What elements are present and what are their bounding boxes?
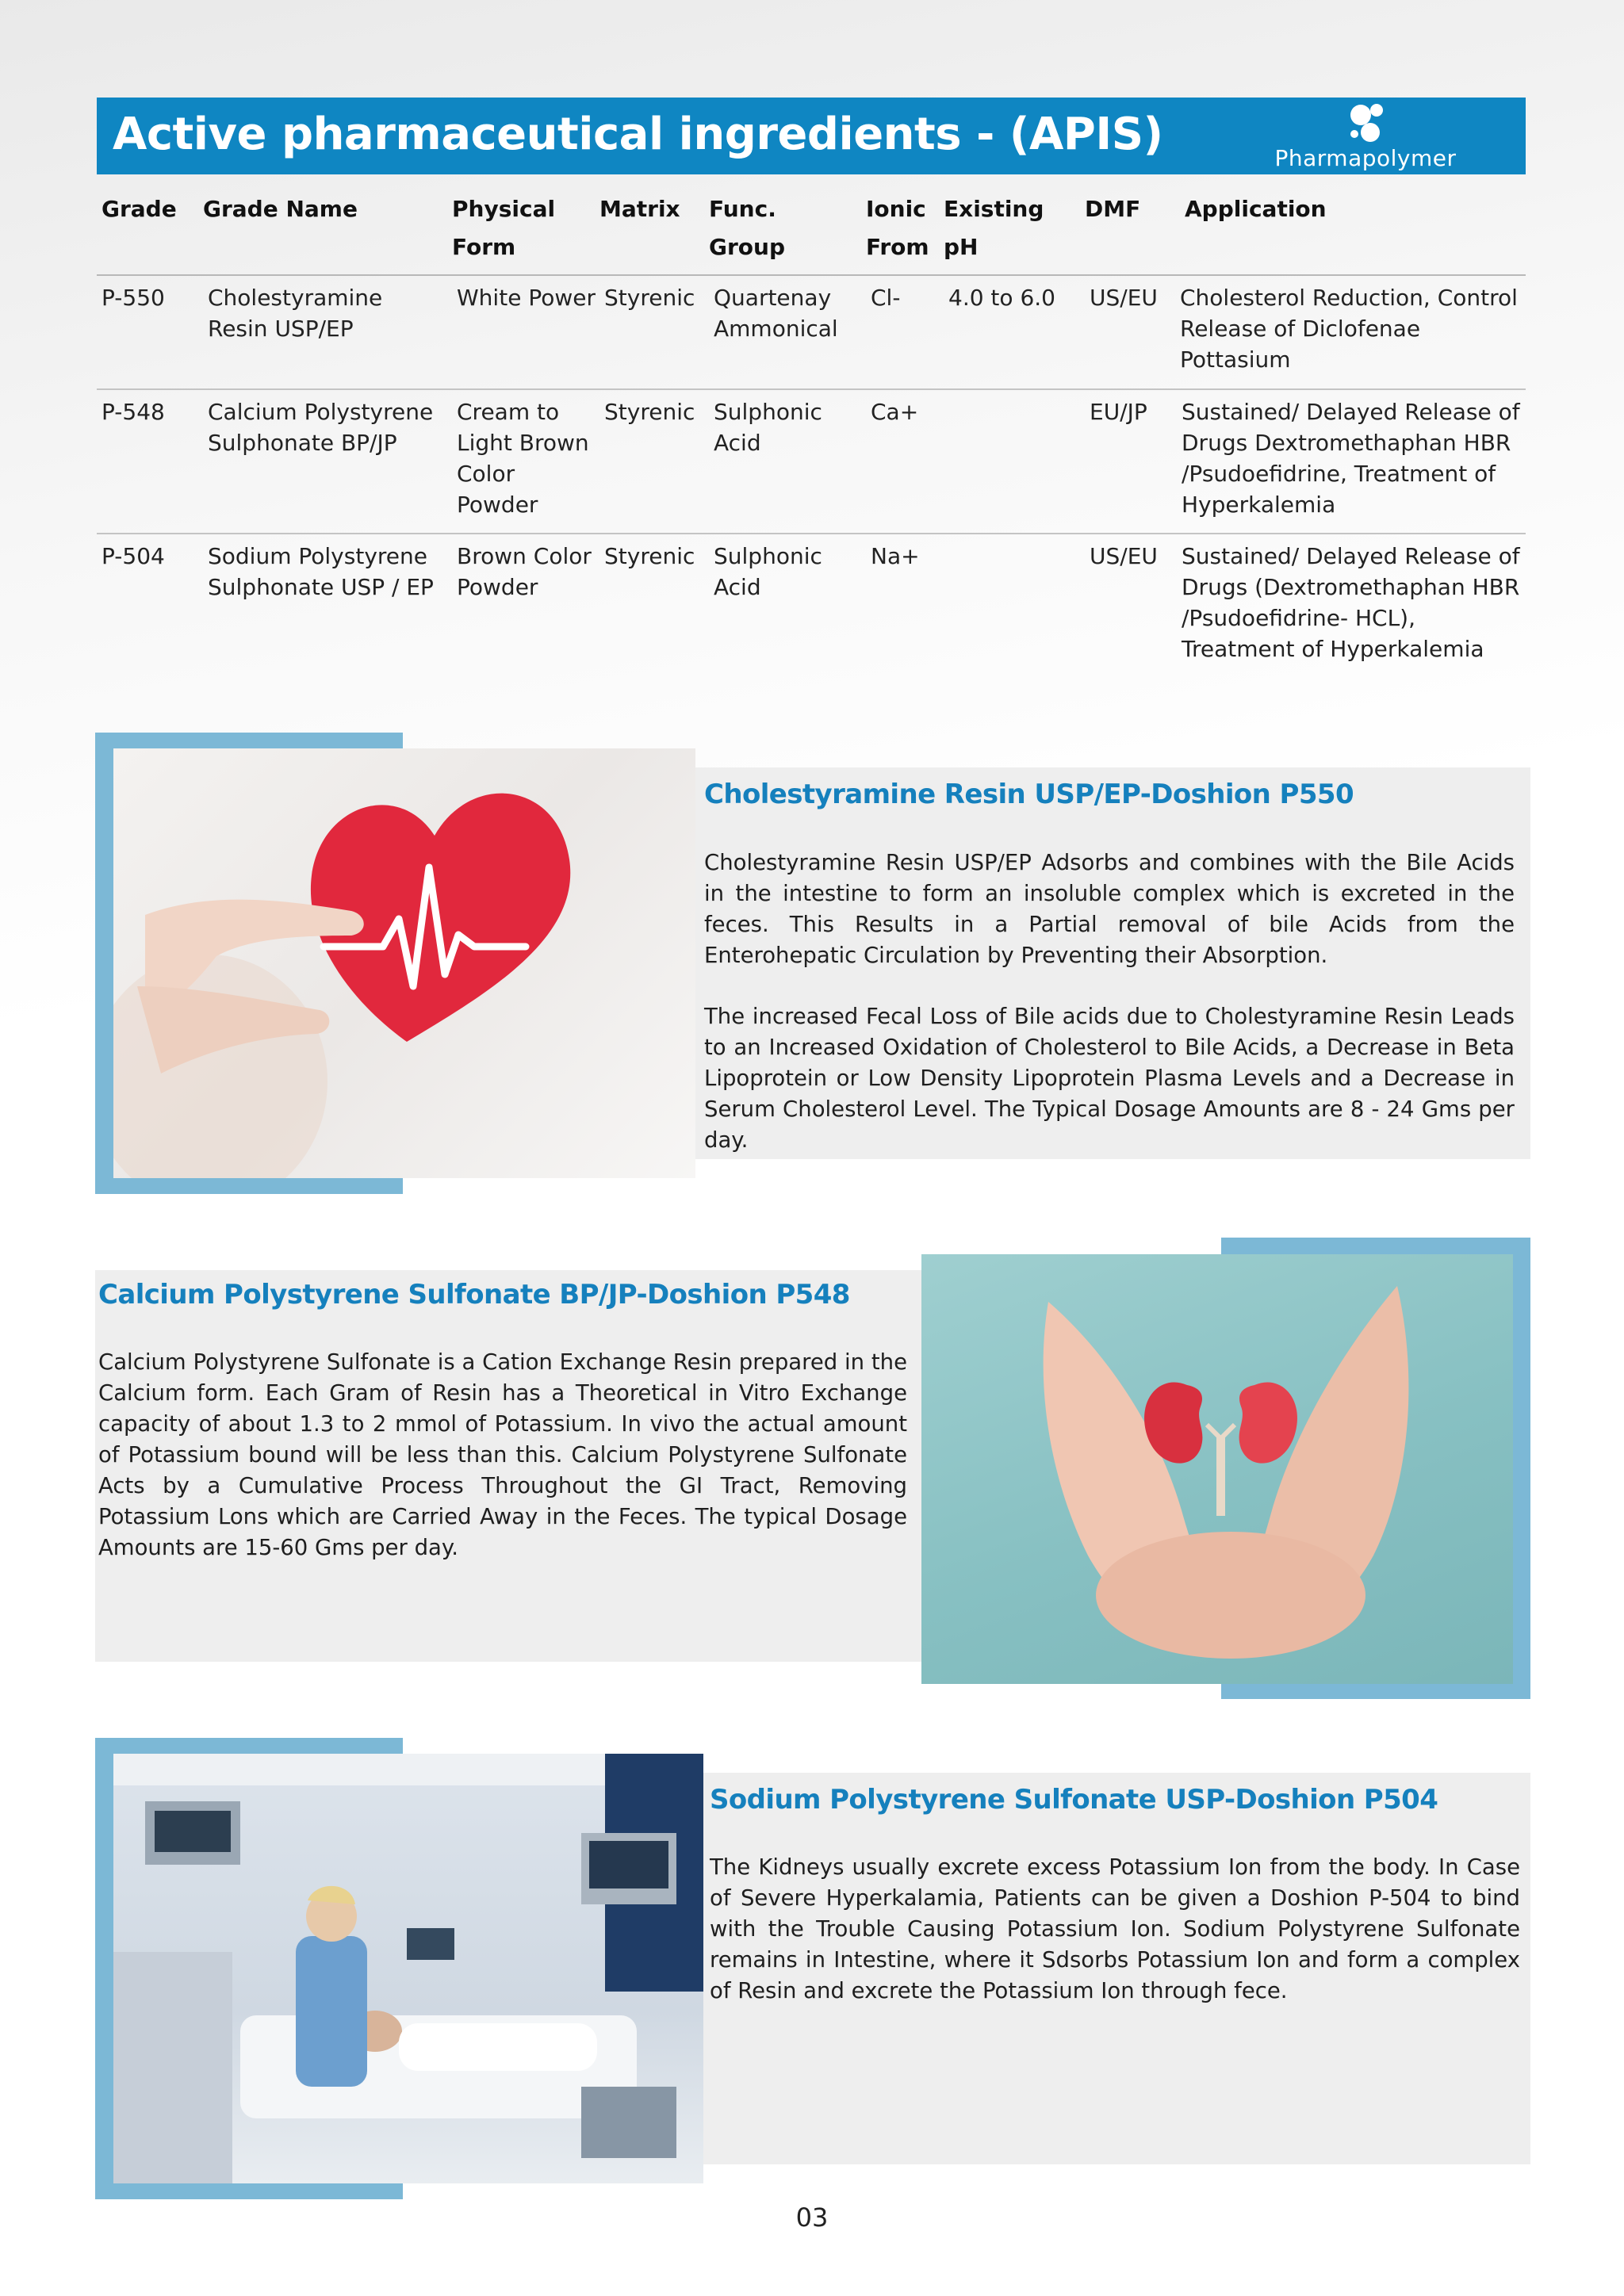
cell-ionic: Cl- [871,285,901,311]
cell-ionic: Na+ [871,543,920,569]
col-header-matrix: Matrix [599,196,680,222]
col-header-application: Application [1185,196,1327,222]
header-banner [97,98,1526,174]
cell-grade: P-550 [102,285,165,311]
section-title: Calcium Polystyrene Sulfonate BP/JP-Doshion P548 [98,1279,850,1311]
cell-application: Sustained/ Delayed Release of Drugs Dextromethaphan HBR /Psudoefidrine, Treatment of Hyperkalemia [1182,399,1520,518]
section-body: Cholestyramine Resin USP/EP Adsorbs and combines with the Bile Acids in the intestine to form an insoluble complex which is excreted in the feces. This Results in a Partial removal of bile Acids from the Enterohepatic Circulation by Preventing their Absorption. The increased Fecal Loss of Bile acids due to Cholestyramine Resin Leads to an Increased Oxidation of Cholesterol to Bile Acids, a Decrease in Beta Lipoprotein or Low Density Lipoprotein Plasma Levels and a Decrease in Serum Cholesterol Level. The Typical Dosage Amounts are 8 - 24 Gms per day. [704,850,1515,1153]
heart-icon [113,748,695,1178]
pharmapolymer-logo [1247,101,1484,172]
col-header-grade: Grade [102,196,177,222]
cell-ph: 4.0 to 6.0 [948,285,1055,311]
cell-application: Sustained/ Delayed Release of Drugs (Dextromethaphan HBR /Psudoefidrine- HCL), Treatment of Hyperkalemia [1182,543,1520,662]
cell-dmf: EU/JP [1090,399,1147,425]
kidney-hands-photo [921,1254,1513,1684]
cell-physical-form: Cream to Light Brown Color Powder [457,399,589,518]
section-title: Cholestyramine Resin USP/EP-Doshion P550 [704,779,1354,810]
cell-ionic: Ca+ [871,399,919,425]
cell-func-group: Sulphonic Acid [714,399,822,456]
section-title: Sodium Polystyrene Sulfonate USP-Doshion P504 [710,1784,1438,1816]
col-header-existing-ph: Existing pH [944,196,1044,260]
col-header-dmf: DMF [1085,196,1141,222]
cell-physical-form: White Power [457,285,596,311]
cell-func-group: Quartenay Ammonical [714,285,838,342]
api-grades-table [97,182,1526,693]
hospital-room-photo [113,1754,703,2183]
hospital-bed-icon [113,1754,703,2183]
cell-dmf: US/EU [1090,543,1158,569]
cell-grade: P-548 [102,399,165,425]
page-title: Active pharmaceutical ingredients - (APIS) [113,109,1163,160]
cell-func-group: Sulphonic Acid [714,543,822,600]
cell-grade-name: Calcium Polystyrene Sulphonate BP/JP [208,399,434,456]
table-header [97,182,1526,276]
col-header-func-group: Func. Group [709,196,786,260]
section-body: Calcium Polystyrene Sulfonate is a Cation Exchange Resin prepared in the Calcium form. Each Gram of Resin has a Theoretical in Vitro Exchange capacity of about 1.3 to 2 mmol of Potassium. In vivo the actual amount of Potassium bound will be less than this. Calcium Polystyrene Sulfonate Acts by a Cumulative Process Throughout the GI Tract, Removing Potassium Lons which are Carried Away in the Feces. The typical Dosage Amounts are 15-60 Gms per day. [98,1349,907,1560]
logo-text: Pharmapolymer [1274,145,1457,171]
cell-grade-name: Sodium Polystyrene Sulphonate USP / EP [208,543,434,600]
section-body: The Kidneys usually excrete excess Potassium Ion from the body. In Case of Severe Hyperkalamia, Patients can be given a Doshion P-504 to bind with the Trouble Causing Potassium Ion. Sodium Polystyrene Sulfonate remains in Intestine, where it Sdsorbs Potassium Ion and form a complex of Resin and excrete the Potassium Ion through fece. [710,1854,1520,2003]
cell-dmf: US/EU [1090,285,1158,311]
col-header-ionic-from: Ionic From [866,196,929,260]
page-number: 03 [795,2202,829,2233]
cell-physical-form: Brown Color Powder [457,543,592,600]
heart-hand-photo [113,748,695,1178]
col-header-grade-name: Grade Name [203,196,358,222]
cell-matrix: Styrenic [604,285,695,311]
kidney-icon [921,1254,1513,1684]
molecule-logo-icon [1345,101,1389,145]
cell-grade-name: Cholestyramine Resin USP/EP [208,285,383,342]
table-row [97,534,1526,693]
table-row [97,390,1526,534]
col-header-physical-form: Physical Form [452,196,556,260]
cell-matrix: Styrenic [604,543,695,569]
cell-application: Cholesterol Reduction, Control Release of Diclofenae Pottasium [1180,285,1518,373]
cell-grade: P-504 [102,543,165,569]
cell-matrix: Styrenic [604,399,695,425]
table-row [97,276,1526,390]
